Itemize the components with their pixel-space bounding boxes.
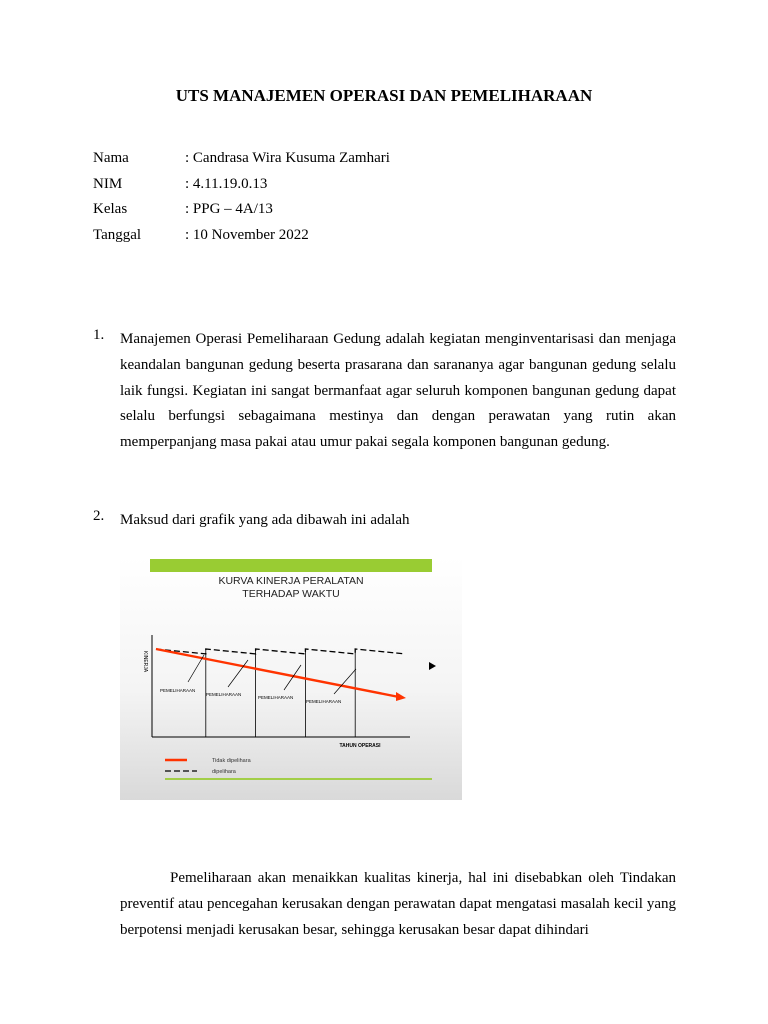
info-label: Kelas [93, 201, 128, 217]
info-row-nim [93, 176, 390, 202]
info-value: : PPG – 4A/13 [185, 201, 273, 217]
performance-chart-figure [120, 557, 462, 800]
dashed-arrowhead [429, 662, 436, 670]
info-row-nama [93, 150, 390, 176]
legend-label: dipelihara [212, 769, 236, 775]
list-text: Maksud dari grafik yang ada dibawah ini adalah [120, 512, 410, 528]
y-axis-label: KINERJA [142, 651, 148, 673]
student-info [93, 150, 390, 252]
info-value: : 10 November 2022 [185, 226, 309, 243]
info-value: : 4.11.19.0.13 [185, 175, 268, 192]
header-bar [150, 559, 432, 572]
red-arrowhead [396, 692, 406, 701]
list-number: 2. [93, 508, 105, 524]
info-row-kelas [93, 201, 390, 227]
annotation-arrow [334, 669, 356, 694]
series-dipelihara-line [156, 649, 405, 654]
document-title: UTS MANAJEMEN OPERASI DAN PEMELIHARAAN [175, 86, 593, 105]
annotation-label: PEMELIHARAAN [258, 695, 294, 700]
list-item [93, 327, 676, 456]
annotation-label: PEMELIHARAAN [206, 692, 242, 697]
list-number: 1. [93, 327, 105, 343]
info-row-tanggal [93, 227, 390, 253]
info-label: Nama [93, 150, 129, 166]
chart-title-line1: KURVA KINERJA PERALATAN [218, 575, 364, 587]
info-label: Tanggal [93, 226, 142, 243]
list-item [93, 508, 676, 534]
annotation-label: PEMELIHARAAN [306, 699, 342, 704]
annotation-label: PEMELIHARAAN [160, 688, 196, 693]
annotation-arrow [188, 655, 204, 682]
info-label: NIM [93, 175, 123, 192]
x-axis-label: TAHUN OPERASI [339, 743, 381, 749]
list-text: Manajemen Operasi Pemeliharaan Gedung adalah kegiatan menginventarisasi dan menjaga keandalan bangunan gedung beserta prasarana dan sarananya agar bangunan gedung selalu laik fungsi. Kegiatan ini sangat bermanfaat agar seluruh komponen bangunan gedung dapat selalu berfungsi sebagaimana mestinya dan dengan perawatan yang rutin akan memperpanjang masa pakai atau umur pakai segala komponen bangunan gedung. [120, 331, 676, 451]
chart-legend [165, 758, 252, 775]
legend-label: Tidak dipelihara [212, 758, 251, 764]
chart-title-line2: TERHADAP WAKTU [242, 588, 340, 600]
maintenance-annotations [160, 655, 356, 704]
body-paragraph: Pemeliharaan akan menaikkan kualitas kinerja, hal ini disebabkan oleh Tindakan preventif atau pencegahan kerusakan dengan perawatan dapat mengatasi masalah kecil yang berpotensi menjadi kerusakan besar, sehingga kerusakan besar dapat dihindari [120, 870, 676, 938]
performance-chart [120, 557, 462, 800]
info-value: : Candrasa Wira Kusuma Zamhari [185, 150, 390, 166]
